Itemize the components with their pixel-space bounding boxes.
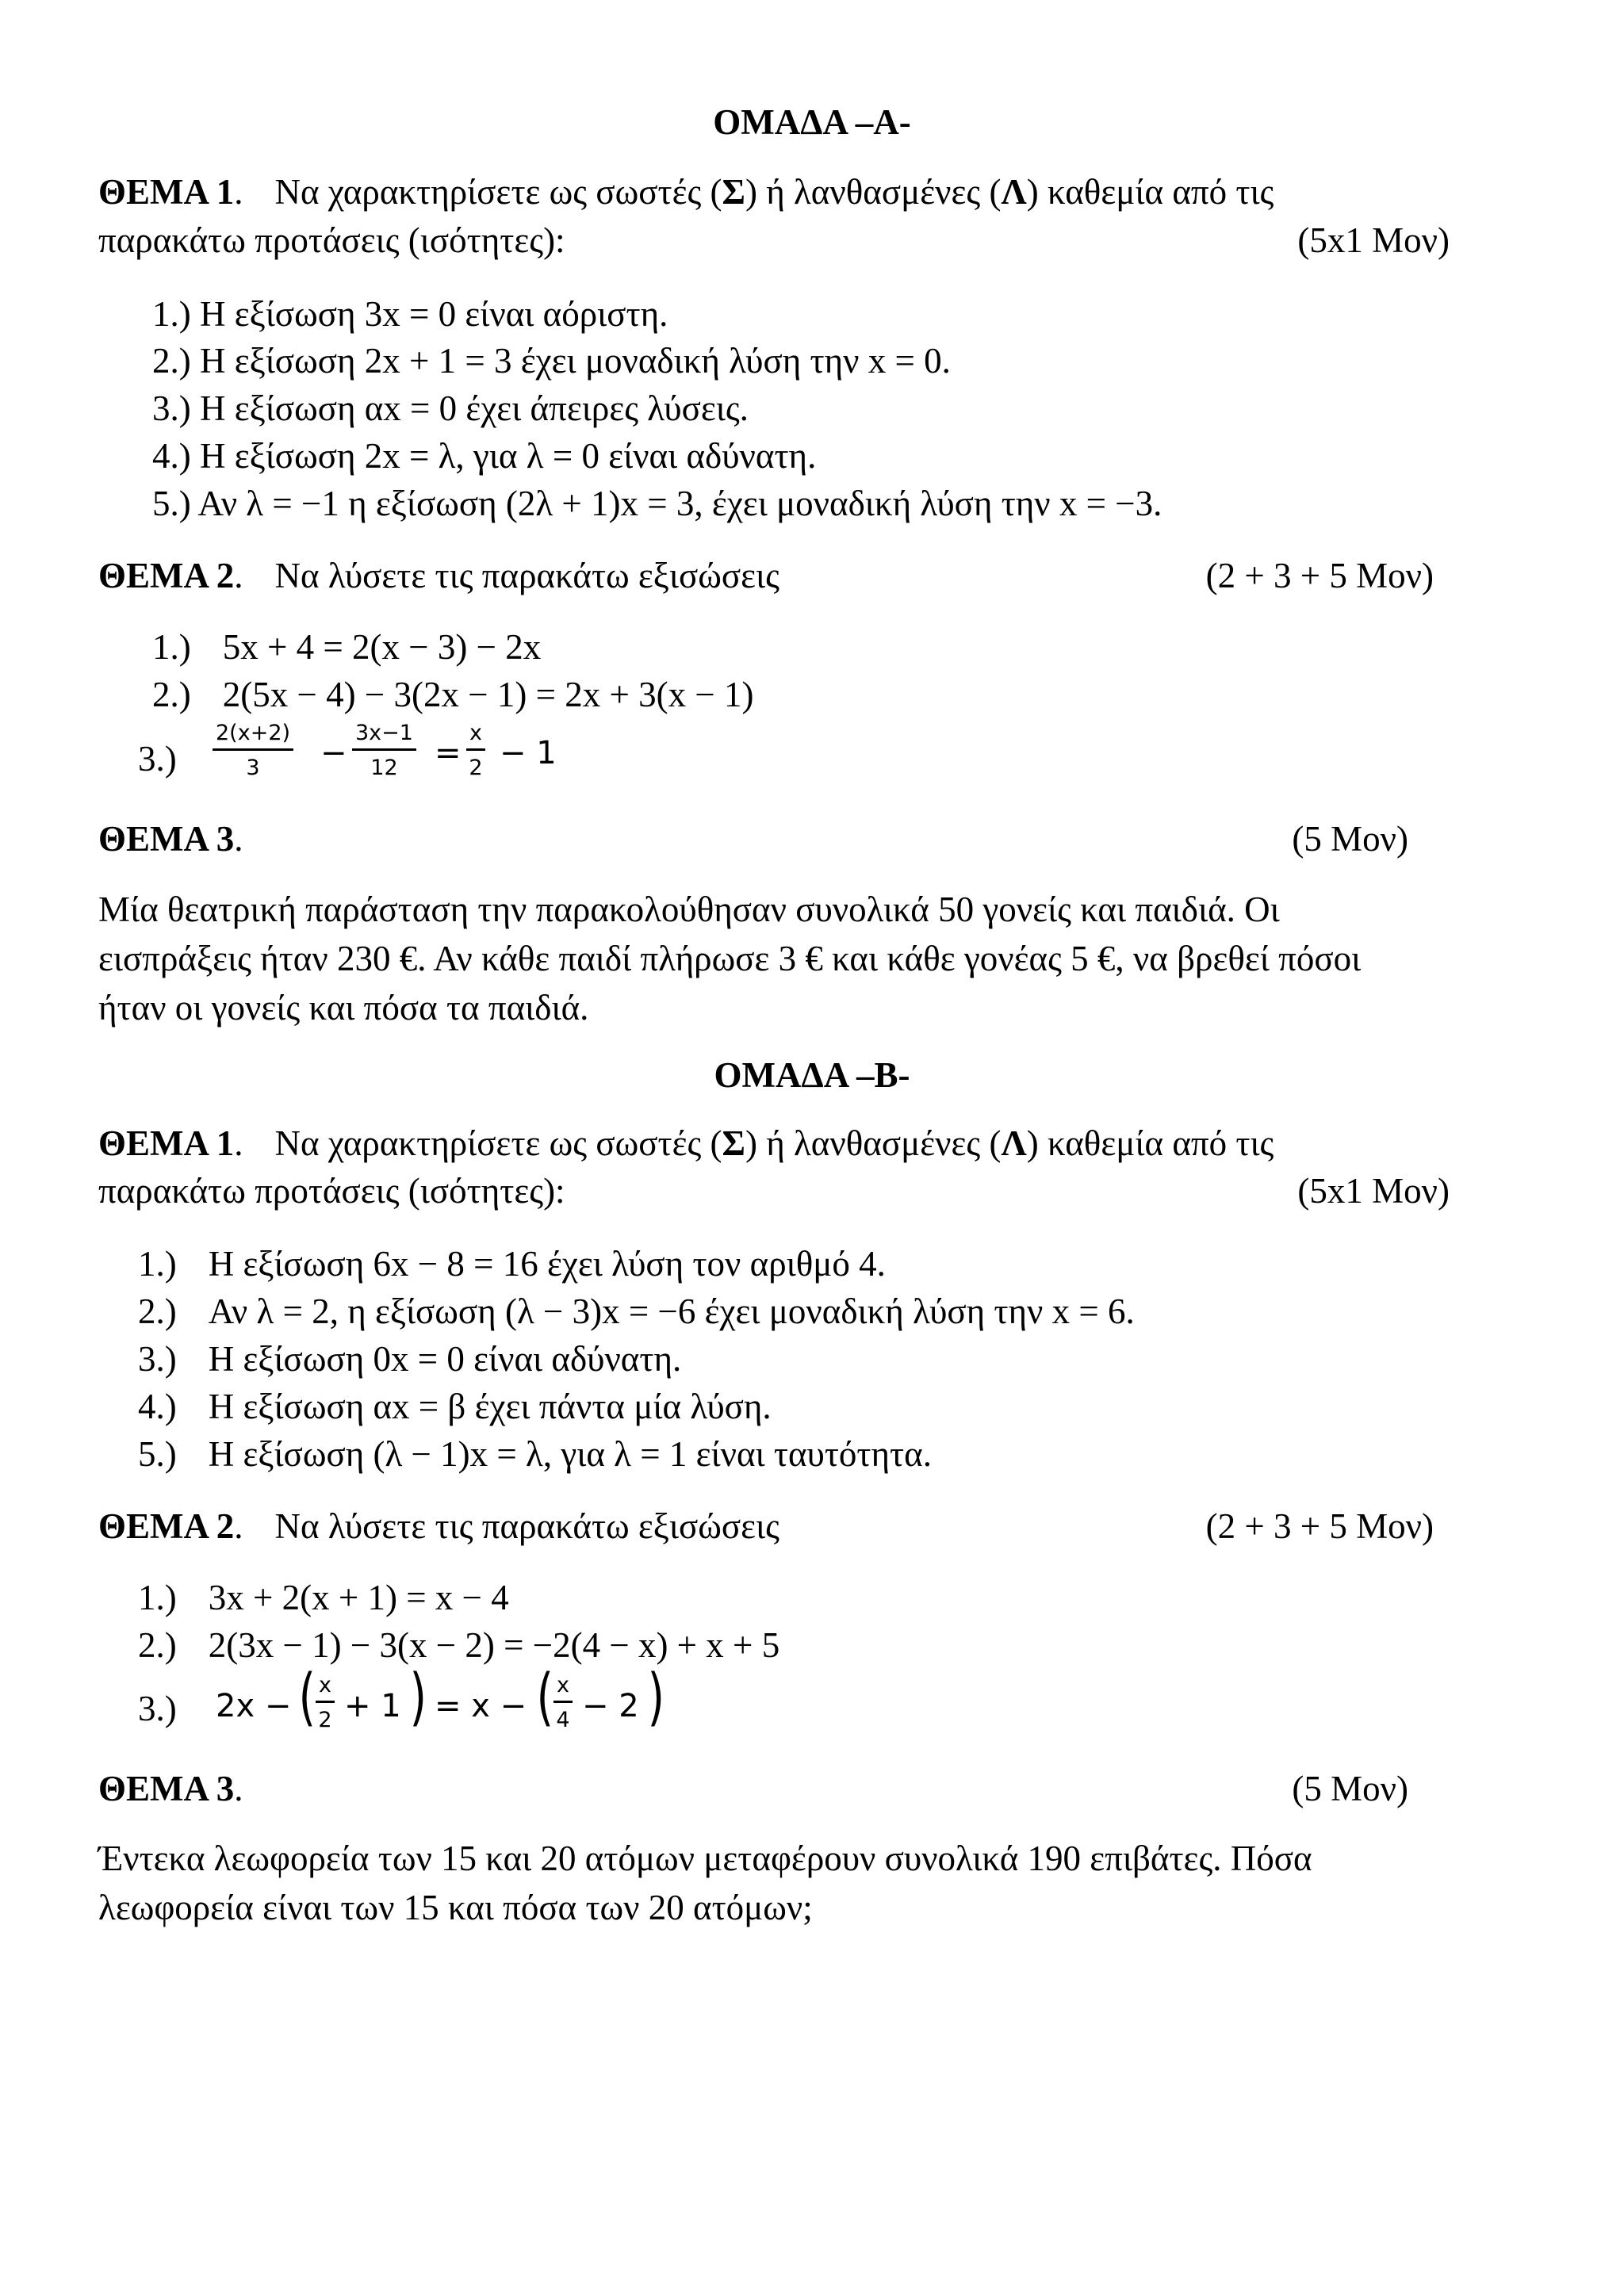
list-item: 5.) Αν λ = −1 η εξίσωση (2λ + 1)x = 3, έχει μοναδική λύση την x = −3. bbox=[152, 484, 1162, 523]
fraction: $\frac{2(x+2)}{3}$ bbox=[213, 722, 293, 779]
group-b-q1-line2: παρακάτω προτάσεις (ισότητες): bbox=[98, 1171, 565, 1211]
group-a-q3-header: ΘΕΜΑ 3. bbox=[98, 819, 243, 859]
left-paren: ( bbox=[298, 1662, 316, 1733]
group-b-q1-points: (5x1 Μον) bbox=[1297, 1171, 1450, 1211]
group-b-q3-points: (5 Μον) bbox=[1292, 1769, 1408, 1808]
list-item: 5.) Η εξίσωση (λ − 1)x = λ, για λ = 1 είναι ταυτότητα. bbox=[138, 1434, 932, 1474]
problem-text-line: Έντεκα λεωφορεία των 15 και 20 ατόμων μεταφέρουν συνολικά 190 επιβάτες. Πόσα bbox=[98, 1839, 1312, 1878]
group-b-q2-points: (2 + 3 + 5 Μον) bbox=[1205, 1506, 1434, 1546]
right-paren: ) bbox=[409, 1662, 427, 1733]
group-a-q3-points: (5 Μον) bbox=[1292, 819, 1408, 859]
question-label: ΘΕΜΑ 2 bbox=[98, 1506, 235, 1546]
group-a-q1-header: ΘΕΜΑ 1. Να χαρακτηρίσετε ως σωστές (Σ) ή λανθασμένες (Λ) καθεμία από τις bbox=[98, 172, 1274, 212]
problem-text-line: εισπράξεις ήταν 230 €. Αν κάθε παιδί πλήρωσε 3 € και κάθε γονέας 5 €, να βρεθεί πόσοι bbox=[98, 939, 1362, 978]
fraction: $\frac{x}{2}$ bbox=[316, 1674, 335, 1731]
group-b-q3-header: ΘΕΜΑ 3. bbox=[98, 1769, 243, 1808]
problem-text-line: Μία θεατρική παράσταση την παρακολούθησαν συνολικά 50 γονείς και παιδιά. Οι bbox=[98, 890, 1280, 929]
question-label: ΘΕΜΑ 3 bbox=[98, 819, 235, 859]
question-label: ΘΕΜΑ 3 bbox=[98, 1769, 235, 1808]
list-item: 2.) Αν λ = 2, η εξίσωση (λ − 3)x = −6 έχει μοναδική λύση την x = 6. bbox=[138, 1292, 1135, 1331]
equation-item: 1.) 5x + 4 = 2(x − 3) − 2x bbox=[152, 627, 542, 667]
equation-item: 1.) 3x + 2(x + 1) = x − 4 bbox=[138, 1578, 509, 1617]
question-label: ΘΕΜΑ 1 bbox=[98, 1123, 235, 1163]
list-item: 1.) Η εξίσωση 3x = 0 είναι αόριστη. bbox=[152, 294, 668, 334]
problem-text-line: ήταν οι γονείς και πόσα τα παιδιά. bbox=[98, 988, 589, 1027]
list-item: 4.) Η εξίσωση αx = β έχει πάντα μία λύση. bbox=[138, 1387, 772, 1426]
question-label: ΘΕΜΑ 1 bbox=[98, 172, 235, 212]
group-a-q2-points: (2 + 3 + 5 Μον) bbox=[1205, 556, 1434, 595]
list-item: 3.) Η εξίσωση αx = 0 έχει άπειρες λύσεις. bbox=[152, 388, 749, 428]
fraction: $\frac{3x-1}{12}$ bbox=[352, 722, 416, 779]
question-label: ΘΕΜΑ 2 bbox=[98, 556, 235, 595]
group-a-title: ΟΜΑΔΑ –Α- bbox=[713, 102, 911, 142]
problem-text-line: λεωφορεία είναι των 15 και πόσα των 20 ατόμων; bbox=[98, 1888, 813, 1927]
group-b-q2-header: ΘΕΜΑ 2. Να λύσετε τις παρακάτω εξισώσεις bbox=[98, 1506, 779, 1546]
left-paren: ( bbox=[536, 1662, 553, 1733]
group-a-q2-header: ΘΕΜΑ 2. Να λύσετε τις παρακάτω εξισώσεις bbox=[98, 556, 779, 595]
list-item: 3.) Η εξίσωση 0x = 0 είναι αδύνατη. bbox=[138, 1339, 682, 1379]
list-item: 4.) Η εξίσωση 2x = λ, για λ = 0 είναι αδύνατη. bbox=[152, 436, 817, 476]
list-item: 2.) Η εξίσωση 2x + 1 = 3 έχει μοναδική λύση την x = 0. bbox=[152, 341, 951, 381]
group-a-q1-points: (5x1 Μον) bbox=[1297, 220, 1450, 260]
group-a-q1-line2: παρακάτω προτάσεις (ισότητες): bbox=[98, 220, 565, 260]
equation-item: 2.) 2(3x − 1) − 3(x − 2) = −2(4 − x) + x + 5 bbox=[138, 1625, 780, 1665]
fraction: $\frac{x}{2}$ bbox=[466, 722, 485, 779]
group-b-title: ΟΜΑΔΑ –Β- bbox=[714, 1055, 910, 1095]
fraction: $\frac{x}{4}$ bbox=[553, 1674, 573, 1731]
group-b-q1-header: ΘΕΜΑ 1. Να χαρακτηρίσετε ως σωστές (Σ) ή λανθασμένες (Λ) καθεμία από τις bbox=[98, 1123, 1274, 1163]
equation-item: 2.) 2(5x − 4) − 3(2x − 1) = 2x + 3(x − 1) bbox=[152, 675, 754, 714]
right-paren: ) bbox=[647, 1662, 665, 1733]
list-item: 1.) Η εξίσωση 6x − 8 = 16 έχει λύση τον αριθμό 4. bbox=[138, 1244, 886, 1284]
worksheet-page: ΟΜΑΔΑ –Α- ΘΕΜΑ 1. Να χαρακτηρίσετε ως σωστές (Σ) ή λανθασμένες (Λ) καθεμία από τις παρακάτω προτάσεις (ισότητες): (5x1 Μον) 1.) Η εξίσωση 3x = 0 είναι αόριστη. 2.) Η εξίσωση 2x + 1 = 3 έχει μοναδική λύση την x = 0. 3.) Η εξίσωση αx = 0 έχει άπειρες λύσεις. 4.) Η εξίσωση 2x = λ, για λ = 0 είναι αδύνατη. 5.) Αν λ = −1 η εξίσωση (2λ + 1)x = 3, έχει μοναδική λύση την x = −3. ΘΕΜΑ 2. Να λύσετε τις παρακάτω εξισώσεις (2 + 3 + 5 Μον) 1.) 5x + 4 = 2(x − 3) − 2x 2.) 2(5x − 4) − 3(2x − 1) = 2x + 3(x − 1) 3.) $\frac{2(x+2)}{3}$ − $\frac{3x-1}{12}$ = $\frac{x}{2}$ − 1 ΘΕΜΑ 3. (5 Μον) Μία θεατρική παράσταση την παρακολούθησαν συνολικά 50 γονείς και παιδιά. Οι εισπράξεις ήταν 230 €. Αν κάθε παιδί πλήρωσε 3 € και κάθε γονέας 5 €, να βρεθεί πόσοι ήταν οι γονείς και πόσα τα παιδιά. ΟΜΑΔΑ –Β- ΘΕΜΑ 1. Να χαρακτηρίσετε ως σωστές (Σ) ή λανθασμένες (Λ) καθεμία από τις παρακάτω προτάσεις (ισότητες): (5x1 Μον) 1.) Η εξίσωση 6x − 8 = 16 έχει λύση τον αριθμό 4. 2.) Αν λ = 2, η εξίσωση (λ − 3)x = −6 έχει μοναδική λύση την x = 6. 3.) Η εξίσωση 0x = 0 είναι αδύνατη. 4.) Η εξίσωση αx = β έχει πάντα μία λύση. 5.) Η εξίσωση (λ − 1)x = λ, για λ = 1 είναι ταυτότητα. ΘΕΜΑ 2. Να λύσετε τις παρακάτω εξισώσεις (2 + 3 + 5 Μον) 1.) 3x + 2(x + 1) = x − 4 2.) 2(3x − 1) − 3(x − 2) = −2(4 − x) + x + 5 3.) 2x − ( $\frac{x}{2}$ + 1 ) = x − ( $\frac{x}{4}$ − 2 ) ΘΕΜΑ 3. (5 Μον) Έντεκα λεωφορεία των 15 και 20 ατόμων μεταφέρουν συνολικά 190 επιβάτες. Πόσα λεωφορεία είναι των 15 και πόσα των 20 ατόμων; bbox=[0, 0, 1624, 2296]
